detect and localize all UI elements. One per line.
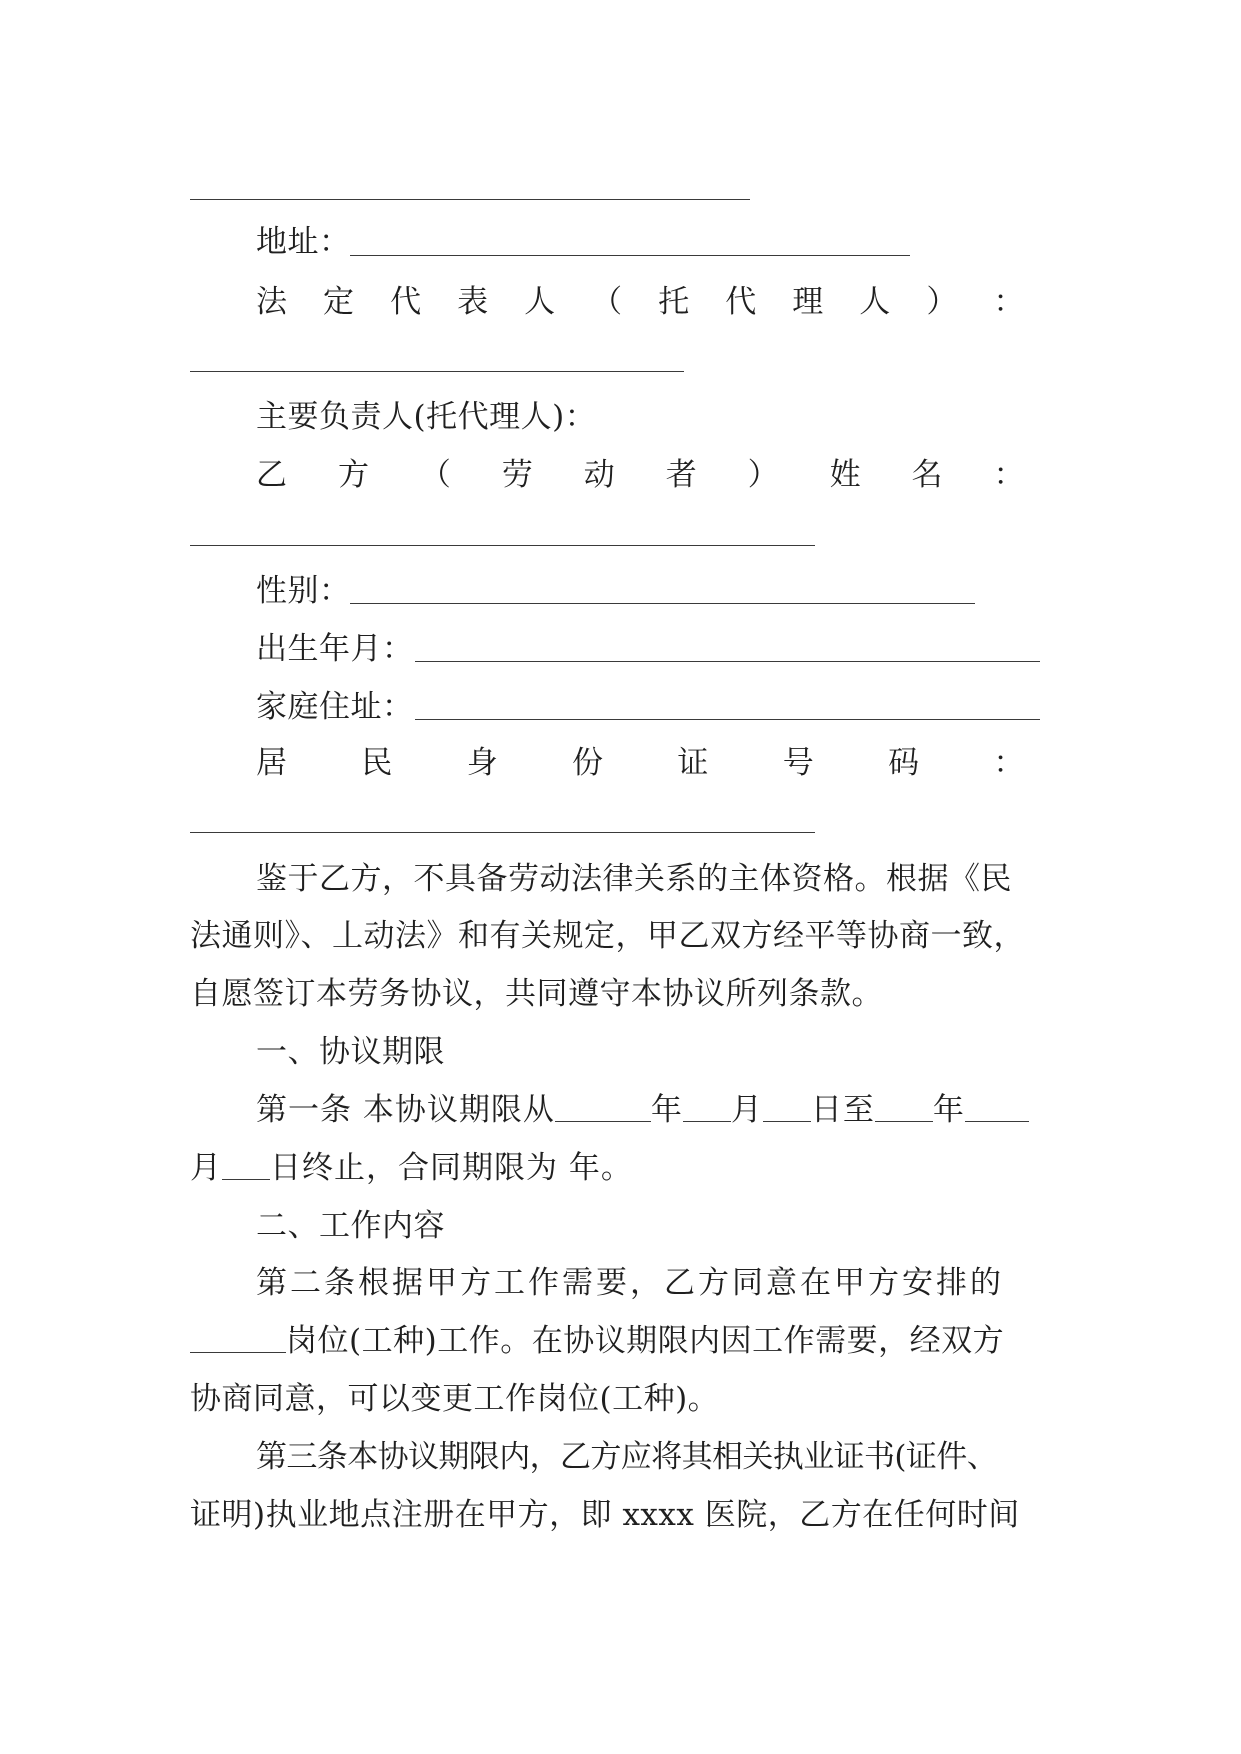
intro-paragraph-line: 自愿签订本劳务协议，共同遵守本协议所列条款。 — [190, 976, 883, 1012]
home-address-fill-line — [415, 719, 1040, 720]
id-char: ： — [993, 745, 1025, 781]
party-b-line — [256, 454, 1025, 496]
blank-line — [190, 371, 684, 372]
article-1-line — [256, 1089, 1050, 1131]
id-char: 身 — [466, 745, 499, 781]
intro-paragraph-line: 法通则》、丄动法》和有关规定，甲乙双方经平等协商一致， — [190, 918, 1025, 954]
article-2-text: 岗位(工种)工作。在协议期限内因工作需要，经双方 — [286, 1323, 1005, 1359]
article-1-line — [190, 1147, 1050, 1189]
gender-label: 性别： — [256, 573, 351, 609]
home-address-label: 家庭住址： — [256, 689, 414, 725]
legal-representative-line — [256, 281, 1025, 323]
article-2-line: 协商同意，可以变更工作岗位(工种)。 — [190, 1381, 720, 1417]
legal-rep-char: 定 — [323, 284, 355, 320]
party-b-char: 姓 — [829, 457, 862, 493]
article-1-end-text: 日终止，合同期限为 年。 — [270, 1150, 633, 1186]
blank-field — [965, 1091, 1029, 1122]
birth-fill-line — [415, 661, 1040, 662]
id-char: 号 — [782, 745, 815, 781]
legal-rep-char: ： — [993, 284, 1025, 320]
article-1-text: 第一条 本协议期限从 — [256, 1092, 555, 1128]
year-label: 年 — [932, 1092, 965, 1128]
blank-field — [190, 1322, 286, 1353]
party-b-char: （ — [419, 457, 452, 493]
party-b-char: ： — [993, 457, 1025, 493]
article-2-line: 第二条根据甲方工作需要，乙方同意在甲方安排的 — [256, 1265, 1004, 1301]
blank-field — [555, 1091, 651, 1122]
legal-rep-char: 表 — [457, 284, 489, 320]
section-heading: 二、工作内容 — [256, 1208, 445, 1244]
id-char: 码 — [888, 745, 920, 781]
blank-line — [190, 545, 815, 546]
legal-rep-char: 理 — [792, 284, 824, 320]
year-label: 年 — [650, 1092, 683, 1128]
id-char: 民 — [361, 745, 393, 781]
main-person-label: 主要负责人(托代理人)： — [256, 399, 597, 435]
blank-field — [763, 1091, 811, 1122]
legal-rep-char: 人 — [859, 284, 891, 320]
article-3-line: 证明)执业地点注册在甲方，即 xxxx 医院，乙方在任何时间 — [190, 1497, 1020, 1533]
address-label: 地址： — [256, 224, 351, 260]
article-3-line: 第三条本协议期限内，乙方应将其相关执业证书(证件、 — [256, 1439, 998, 1475]
blank-field — [875, 1091, 933, 1122]
legal-rep-char: ） — [926, 284, 958, 320]
blank-line — [190, 199, 750, 200]
party-b-char: 方 — [337, 457, 370, 493]
party-b-char: 劳 — [501, 457, 534, 493]
article-2-line — [190, 1320, 1050, 1362]
party-b-char: 动 — [583, 457, 616, 493]
id-char: 证 — [677, 745, 709, 781]
address-fill-line — [350, 255, 910, 256]
month-label: 月 — [730, 1092, 763, 1128]
id-number-line — [256, 742, 1025, 784]
blank-field — [222, 1149, 270, 1180]
month-label: 月 — [190, 1150, 222, 1186]
section-heading: 一、协议期限 — [256, 1034, 445, 1070]
party-b-char: 乙 — [256, 457, 288, 493]
intro-paragraph-line: 鉴于乙方，不具备劳动法律关系的主体资格。根据《民 — [256, 861, 1012, 897]
birth-label: 出生年月： — [256, 631, 414, 667]
legal-rep-char: 法 — [256, 284, 288, 320]
blank-field — [683, 1091, 731, 1122]
legal-rep-char: 人 — [524, 284, 556, 320]
day-to-label: 日至 — [810, 1092, 875, 1128]
legal-rep-char: 代 — [390, 284, 422, 320]
party-b-char: ） — [747, 457, 780, 493]
legal-rep-char: （ — [591, 284, 623, 320]
id-char: 居 — [256, 745, 288, 781]
party-b-char: 名 — [911, 457, 943, 493]
gender-fill-line — [350, 603, 975, 604]
blank-line — [190, 832, 815, 833]
id-char: 份 — [572, 745, 604, 781]
party-b-char: 者 — [665, 457, 698, 493]
legal-rep-char: 托 — [658, 284, 690, 320]
legal-rep-char: 代 — [725, 284, 757, 320]
